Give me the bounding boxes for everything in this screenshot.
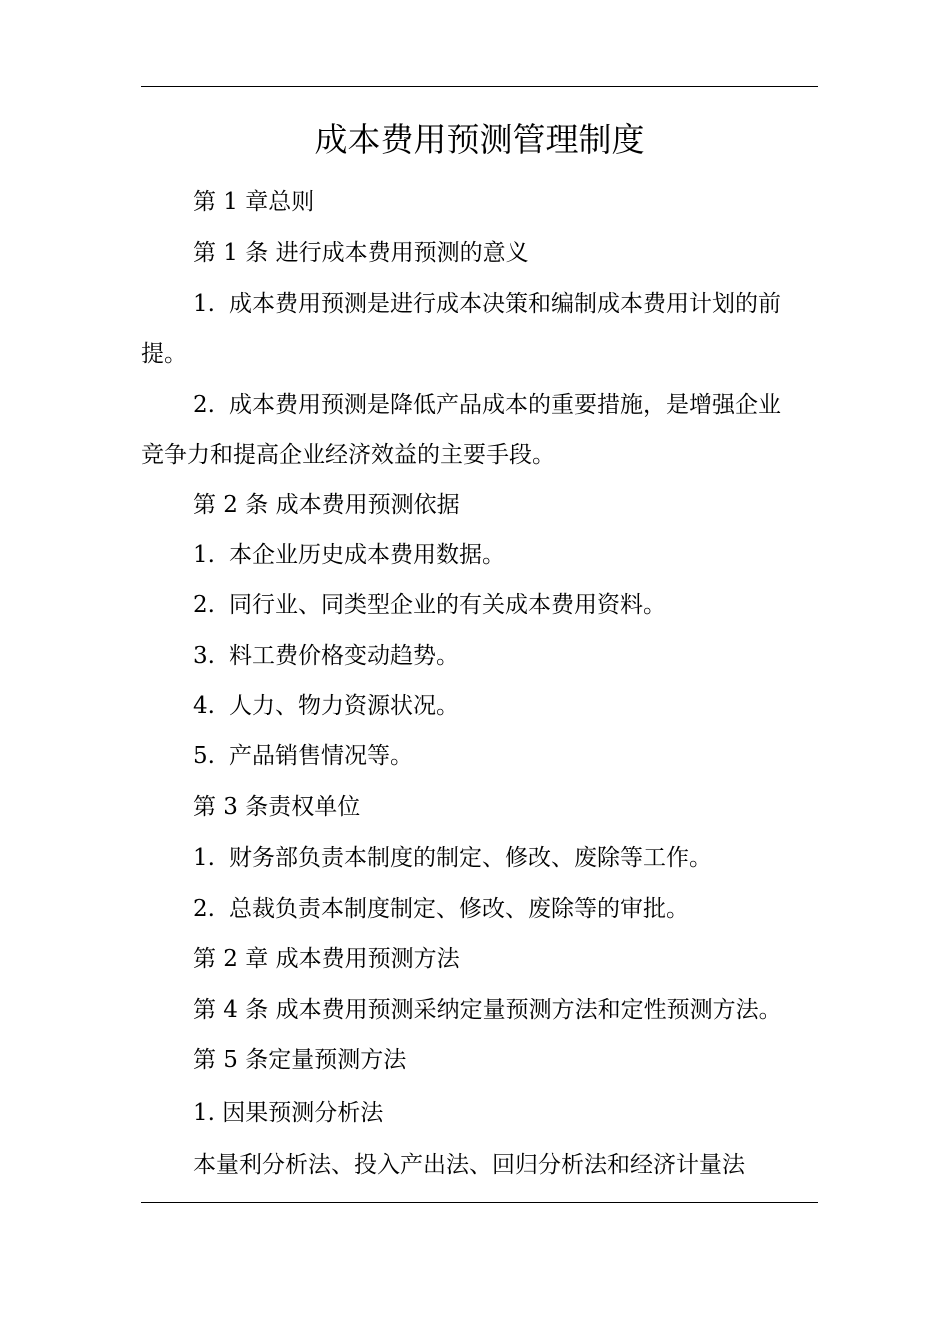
list-item <box>193 690 459 722</box>
paragraph-text: 成本费用预测是进行成本决策和编制成本费用计划的前 <box>229 291 781 317</box>
subsection-heading: 1. 因果预测分析法 <box>193 1100 384 1126</box>
header-rule <box>141 86 818 87</box>
list-item <box>193 740 413 772</box>
paragraph-continuation: 竞争力和提高企业经济效益的主要手段。 <box>141 442 555 468</box>
list-marker: 2. <box>193 592 215 618</box>
list-item-text: 本企业历史成本费用数据。 <box>229 542 505 568</box>
list-item-text: 财务部负责本制度的制定、修改、废除等工作。 <box>229 845 712 871</box>
list-item <box>193 640 459 672</box>
list-item-text: 同行业、同类型企业的有关成本费用资料。 <box>229 592 666 618</box>
footer-rule <box>141 1202 818 1203</box>
list-marker: 2. <box>193 392 215 418</box>
article-heading: 第 2 条 成本费用预测依据 <box>193 492 460 518</box>
list-item-text: 料工费价格变动趋势。 <box>229 643 459 669</box>
article-heading: 第 1 条 进行成本费用预测的意义 <box>193 240 529 266</box>
chapter-heading: 第 1 章总则 <box>193 189 315 215</box>
list-item <box>193 288 781 320</box>
list-marker: 4. <box>193 693 215 719</box>
list-item <box>193 842 712 874</box>
list-marker: 1. <box>193 291 215 317</box>
list-item <box>193 893 689 925</box>
list-marker: 1. <box>193 542 215 568</box>
article-heading: 第 3 条责权单位 <box>193 794 361 820</box>
list-item-text: 总裁负责本制度制定、修改、废除等的审批。 <box>229 896 689 922</box>
list-item <box>193 539 505 571</box>
paragraph-text: 成本费用预测是降低产品成本的重要措施，是增强企业 <box>229 392 781 418</box>
chapter-heading: 第 2 章 成本费用预测方法 <box>193 946 460 972</box>
paragraph-text: 本量利分析法、投入产出法、回归分析法和经济计量法 <box>193 1152 745 1178</box>
list-marker: 1. <box>193 845 215 871</box>
list-item <box>193 589 666 621</box>
list-item-text: 人力、物力资源状况。 <box>229 693 459 719</box>
list-marker: 3. <box>193 643 215 669</box>
list-item-text: 产品销售情况等。 <box>229 743 413 769</box>
paragraph-continuation: 提。 <box>141 341 187 367</box>
list-marker: 2. <box>193 896 215 922</box>
article-heading: 第 5 条定量预测方法 <box>193 1047 407 1073</box>
list-item <box>193 389 781 421</box>
article-heading: 第 4 条 成本费用预测采纳定量预测方法和定性预测方法。 <box>193 997 782 1023</box>
list-marker: 5. <box>193 743 215 769</box>
document-title: 成本费用预测管理制度 <box>314 120 645 159</box>
